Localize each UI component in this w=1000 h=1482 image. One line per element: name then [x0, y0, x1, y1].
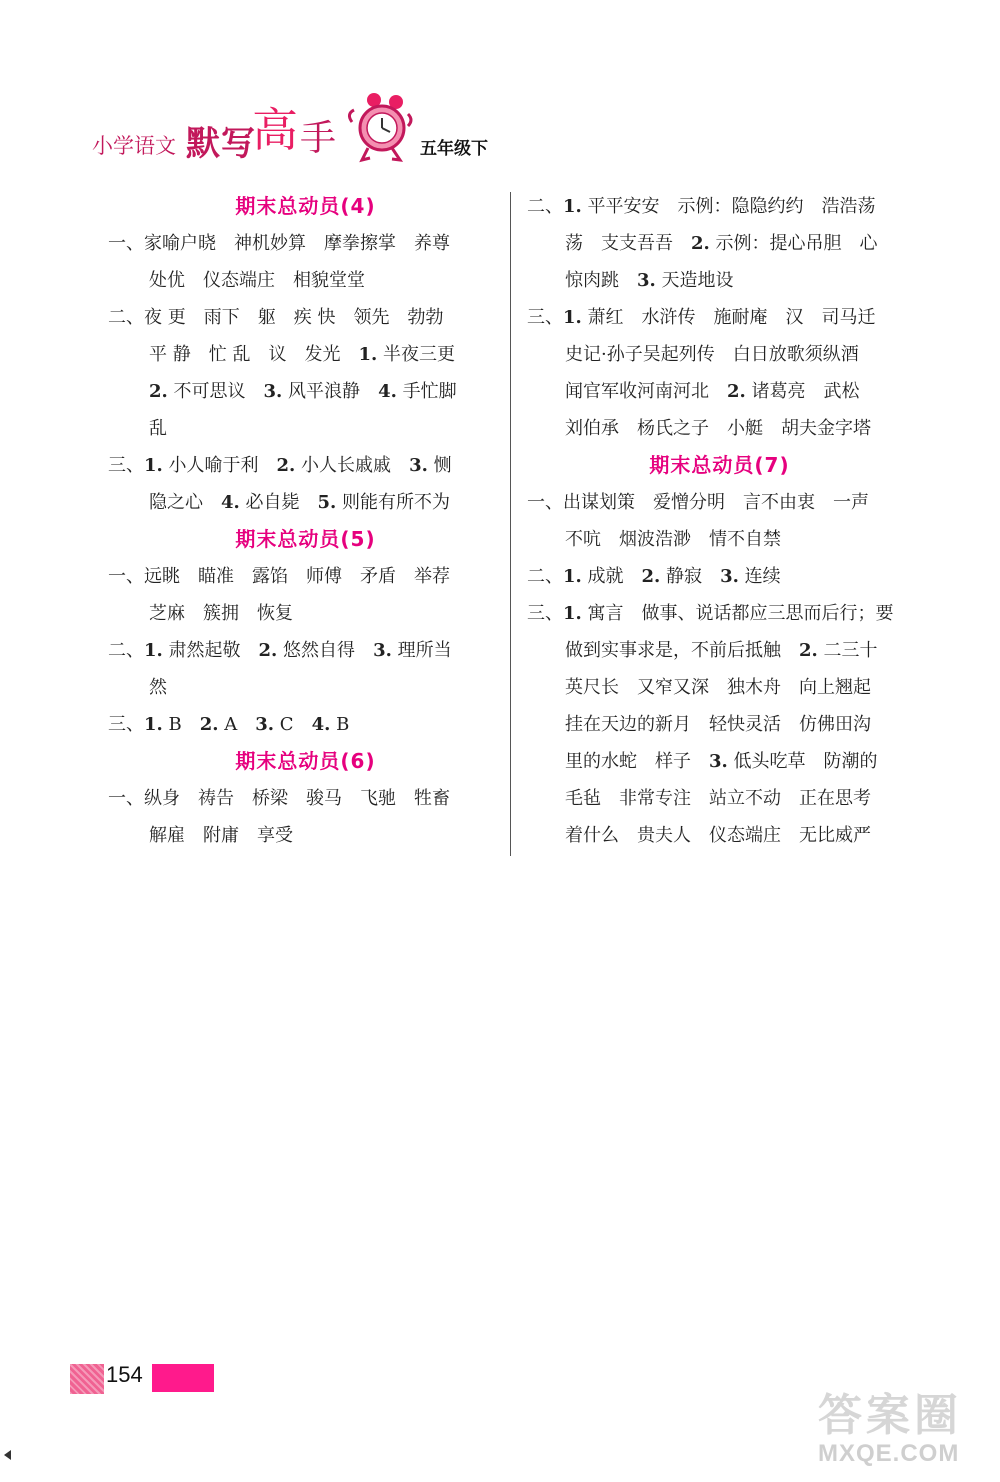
answer-text: 连续	[738, 566, 781, 587]
answer-line	[108, 706, 503, 743]
item-number: 4.	[378, 381, 397, 402]
answer-text: 示例：提心吊胆 心	[709, 233, 878, 254]
answer-text: 天造地设	[655, 270, 734, 291]
item-number: 1.	[144, 455, 163, 476]
answer-text: A	[218, 714, 256, 735]
answer-line	[108, 484, 503, 521]
answer-text: 惊肉跳	[565, 270, 637, 291]
item-number: 3.	[720, 566, 739, 587]
header-grade: 五年级下	[420, 139, 488, 159]
answer-line	[108, 336, 503, 373]
item-number: 3.	[637, 270, 656, 291]
answer-line	[527, 632, 912, 669]
answer-text: 三、	[108, 714, 144, 735]
item-number: 1.	[563, 603, 582, 624]
item-number: 3.	[263, 381, 283, 402]
answer-line: 英尺长 又窄又深 独木舟 向上翘起	[565, 677, 871, 698]
item-number: 3.	[709, 751, 728, 772]
answer-text: 荡 支支吾吾	[565, 233, 691, 254]
answer-text: 悠然自得	[277, 640, 374, 661]
answer-line: 一、家喻户晓 神机妙算 摩拳擦掌 养尊	[108, 233, 450, 254]
answer-line	[527, 558, 912, 595]
section-title-6: 期末总动员(6)	[235, 749, 376, 773]
item-number: 2.	[727, 381, 746, 402]
item-number: 1.	[144, 640, 163, 661]
answer-text: B	[330, 714, 350, 735]
answer-line	[527, 373, 912, 410]
watermark-text-top: 答案圈	[818, 1390, 962, 1441]
item-number: 2.	[149, 381, 168, 402]
answer-text: 半夜三更	[377, 344, 455, 365]
answer-text: 二、	[527, 566, 563, 587]
answer-line: 史记·孙子吴起列传 白日放歌须纵酒	[565, 344, 859, 365]
answer-text: B	[162, 714, 200, 735]
left-column	[108, 188, 503, 854]
item-number: 2.	[199, 714, 219, 735]
answer-text: 二三十	[817, 640, 878, 661]
answer-line: 乱	[149, 418, 167, 439]
column-divider	[510, 192, 511, 856]
answer-text: 隐之心	[149, 492, 221, 513]
answer-line: 一、出谋划策 爱憎分明 言不由衷 一声	[527, 492, 869, 513]
answer-text: 平平安安 示例：隐隐约约 浩浩荡	[581, 196, 876, 217]
answer-line: 处优 仪态端庄 相貌堂堂	[149, 270, 365, 291]
item-number: 2.	[258, 640, 278, 661]
footer-pink-hatched-bar	[70, 1364, 104, 1394]
answer-text: 萧红 水浒传 施耐庵 汉 司马迁	[581, 307, 876, 328]
book-header	[92, 92, 512, 172]
item-number: 1.	[563, 566, 582, 587]
item-number: 2.	[691, 233, 710, 254]
answer-text: 理所当	[391, 640, 452, 661]
answer-text: 小人长戚戚	[295, 455, 410, 476]
answer-line	[108, 632, 503, 669]
answer-text: 三、	[527, 307, 563, 328]
answer-line	[527, 262, 912, 299]
answer-text: 低头吃草 防潮的	[727, 751, 878, 772]
answer-text: 三、	[108, 455, 144, 476]
item-number: 3.	[373, 640, 392, 661]
answer-text: 则能有所不为	[336, 492, 451, 513]
item-number: 5.	[317, 492, 337, 513]
header-prefix: 小学语文	[92, 134, 176, 158]
answer-text: 平 静 忙 乱 议 发光	[149, 344, 359, 365]
answer-text: 三、	[527, 603, 563, 624]
answer-line: 毛毡 非常专注 站立不动 正在思考	[565, 788, 871, 809]
watermark-text-bottom: MXQE.COM	[818, 1440, 960, 1467]
answer-text: 二、	[527, 196, 563, 217]
item-number: 1.	[563, 307, 582, 328]
answer-line	[108, 447, 503, 484]
page-number: 154	[106, 1362, 143, 1387]
answer-line	[527, 743, 912, 780]
section-title-7: 期末总动员(7)	[649, 453, 790, 477]
item-number: 3.	[409, 455, 428, 476]
answer-text: 风平浪静	[282, 381, 379, 402]
item-number: 1.	[563, 196, 582, 217]
answer-line: 着什么 贵夫人 仪态端庄 无比威严	[565, 825, 871, 846]
answer-text: 恻	[427, 455, 452, 476]
answer-text: 肃然起敬	[162, 640, 259, 661]
footer-pink-bar	[152, 1364, 214, 1392]
item-number: 1.	[144, 714, 163, 735]
item-number: 1.	[358, 344, 378, 365]
item-number: 2.	[641, 566, 661, 587]
answer-line: 一、远眺 瞄准 露馅 师傅 矛盾 举荐	[108, 566, 450, 587]
answer-text: 做到实事求是，不前后抵触	[565, 640, 799, 661]
answer-line: 刘伯承 杨氏之子 小艇 胡夫金字塔	[565, 418, 871, 439]
item-number: 2.	[799, 640, 818, 661]
section-title-5: 期末总动员(5)	[235, 527, 376, 551]
answer-text: 不可思议	[167, 381, 264, 402]
answer-text: 诸葛亮 武松	[745, 381, 860, 402]
item-number: 4.	[221, 492, 240, 513]
answer-line: 挂在天边的新月 轻快灵活 仿佛田沟	[565, 714, 871, 735]
answer-text: 手忙脚	[396, 381, 457, 402]
answer-line	[527, 299, 912, 336]
item-number: 3.	[255, 714, 275, 735]
answer-text: 必自毙	[239, 492, 318, 513]
answer-text: 二、	[108, 640, 144, 661]
item-number: 2.	[276, 455, 296, 476]
header-title-part3: 手	[300, 118, 337, 159]
answer-text: 成就	[581, 566, 642, 587]
answer-line	[527, 188, 912, 225]
answer-text: 里的水蛇 样子	[565, 751, 709, 772]
header-title-part2: 高	[252, 103, 298, 157]
alarm-clock-mascot-icon	[344, 92, 414, 164]
answer-line: 然	[149, 677, 167, 698]
answer-line: 不吭 烟波浩渺 情不自禁	[565, 529, 781, 550]
answer-line: 二、夜 更 雨下 躯 疾 快 领先 勃勃	[108, 307, 444, 328]
corner-arrow-icon	[4, 1450, 11, 1460]
right-column	[527, 188, 912, 854]
watermark	[818, 1392, 993, 1472]
answer-text: 静寂	[660, 566, 721, 587]
answer-text: C	[274, 714, 312, 735]
answer-line	[527, 225, 912, 262]
answer-text: 小人喻于利	[162, 455, 277, 476]
answer-line: 解雇 附庸 享受	[149, 825, 293, 846]
section-title-4: 期末总动员(4)	[235, 194, 376, 218]
item-number: 4.	[311, 714, 331, 735]
answer-text: 寓言 做事、说话都应三思而后行；要	[581, 603, 894, 624]
answer-line: 芝麻 簇拥 恢复	[149, 603, 293, 624]
answer-line: 一、纵身 祷告 桥梁 骏马 飞驰 牲畜	[108, 788, 450, 809]
header-title-part1: 默写	[186, 124, 256, 164]
answer-line	[108, 373, 503, 410]
answer-line	[527, 595, 912, 632]
answer-text: 闻官军收河南河北	[565, 381, 727, 402]
